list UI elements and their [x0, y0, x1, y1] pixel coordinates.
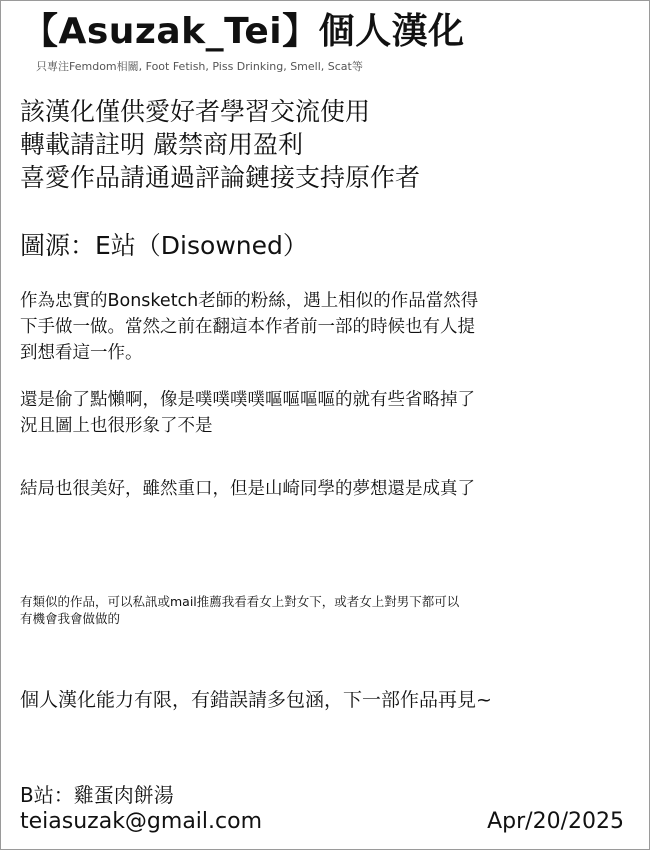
- notice-line: 該漢化僅供愛好者學習交流使用: [20, 97, 371, 126]
- paragraph-fan-note: [20, 288, 478, 366]
- request-line: 有機會我會做做的: [20, 611, 121, 626]
- page-title: 【Asuzak_Tei】個人漢化: [22, 11, 465, 52]
- paragraph-line: 到想看這一作。: [20, 343, 143, 363]
- paragraph-line: 還是偷了點懶啊，像是噗噗噗噗嘔嘔嘔嘔的就有些省略掉了: [20, 390, 475, 410]
- paragraph-ending-note: 結局也很美好，雖然重口，但是山崎同學的夢想還是成真了: [20, 479, 475, 499]
- contact-email: teiasuzak@gmail.com: [20, 809, 263, 834]
- paragraph-line: 況且圖上也很形象了不是: [20, 416, 213, 436]
- release-date: Apr/20/2025: [487, 809, 624, 834]
- notice-line: 喜愛作品請通過評論鏈接支持原作者: [20, 163, 421, 192]
- page-subtitle: 只專注Femdom相關, Foot Fetish, Piss Drinking, Smell, Scat等: [36, 60, 363, 73]
- notice-line: 轉載請註明 嚴禁商用盈利: [20, 130, 303, 159]
- paragraph-line: 作為忠實的Bonsketch老師的粉絲，遇上相似的作品當然得: [20, 291, 479, 311]
- request-note: [20, 593, 459, 627]
- request-line: 有類似的作品，可以私訊或mail推薦我看看女上對女下，或者女上對男下都可以: [20, 594, 460, 609]
- image-source: 圖源：E站（Disowned）: [20, 231, 308, 260]
- usage-notice: [20, 95, 420, 194]
- closing-note: 個人漢化能力有限，有錯誤請多包涵，下一部作品再見~: [20, 689, 492, 711]
- paragraph-line: 下手做一做。當然之前在翻這本作者前一部的時候也有人提: [20, 317, 475, 337]
- paragraph-omission-note: [20, 387, 475, 439]
- bilibili-account: B站：雞蛋肉餅湯: [20, 783, 174, 807]
